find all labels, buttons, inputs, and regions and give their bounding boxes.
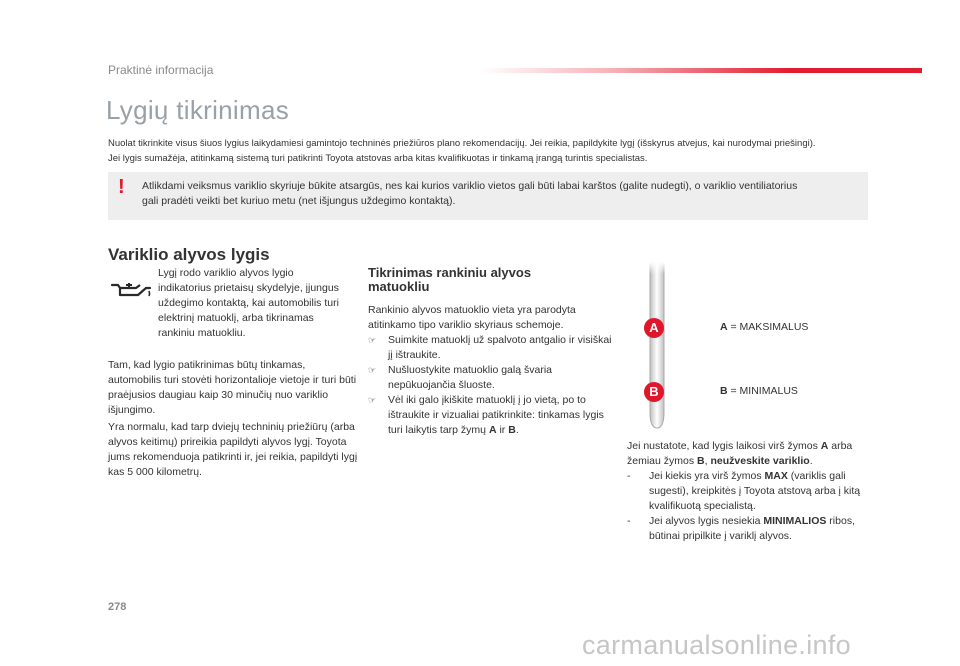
warning-text xyxy=(142,179,862,209)
header-accent-bar xyxy=(480,68,922,73)
manual-step: ☞ Vėl iki galo įkiškite matuoklį į jo vietą, po to ištraukite ir vizualiai patikrinkite: tinkamas lygis turi laikytis tarp žymų A ir B. xyxy=(368,394,604,436)
pointing-hand-icon: ☞ xyxy=(368,395,377,405)
page-number: 278 xyxy=(108,601,127,613)
pointing-hand-icon: ☞ xyxy=(368,365,377,375)
oil-can-icon xyxy=(110,278,152,305)
marker-a-badge: A xyxy=(644,318,664,338)
intro-text xyxy=(108,136,868,166)
page-title: Lygių tikrinimas xyxy=(106,95,290,125)
oil-paragraph-2: Yra normalu, kad tarp dviejų techninių priežiūrų (arba alyvos keitimų) prireikia papildyti alyvos lygį. Toyota jums rekomenduoja patikrinti ir, jei reikia, papildyti lygį kas 5 000 kilometrų. xyxy=(108,421,358,478)
result-item: - Jei alyvos lygis nesiekia MINIMALIOS ribos, būtinai pripilkite į variklį alyvos. xyxy=(627,515,855,542)
result-text xyxy=(627,439,877,544)
oil-paragraph-1: Tam, kad lygio patikrinimas būtų tinkamas, automobilis turi stovėti horizontalioje vietoje ir turi būti praėjusios daugiau kaip 30 minučių nuo variklio išjungimo. xyxy=(108,359,357,416)
manual-check-heading xyxy=(368,266,598,294)
pointing-hand-icon: ☞ xyxy=(368,335,377,345)
manual-heading-line-1: Tikrinimas rankiniu alyvos xyxy=(368,265,532,280)
intro-line-2: Jei lygis sumažėja, atitinkamą sistemą turi patikrinti Toyota atstovas arba kitas kvalifikuotas ir tinkamą įrangą turintis specialistas. xyxy=(108,153,648,164)
oil-indicator-text: Lygį rodo variklio alyvos lygio indikatorius prietaisų skydelyje, įjungus uždegimo kontaktą, kai automobilis turi elektrinį matuoklį, arba tikrinamas rankiniu matuokliu. xyxy=(158,267,339,339)
result-list xyxy=(627,469,877,544)
result-intro: Jei nustatote, kad lygis laikosi virš žymos A arba žemiau žymos B, neužveskite variklio. xyxy=(627,440,853,467)
label-max: A = MAKSIMALUS xyxy=(720,321,809,333)
section-label: Praktinė informacija xyxy=(108,63,214,77)
manual-intro: Rankinio alyvos matuoklio vieta yra parodyta atitinkamo tipo variklio skyriaus schemoje. xyxy=(368,304,576,331)
dipstick-illustration xyxy=(640,262,674,437)
result-item: - Jei kiekis yra virš žymos MAX (variklis gali sugesti), kreipkitės į Toyota atstovą arba į kitą kvalifikuotą specialistą. xyxy=(627,470,861,512)
watermark: carmanualsonline.info xyxy=(582,630,851,660)
manual-step: ☞ Nušluostykite matuoklio galą švaria nepūkuojančia šluoste. xyxy=(368,364,552,391)
manual-heading-line-2: matuokliu xyxy=(368,279,430,294)
manual-check-text xyxy=(368,303,618,438)
label-min: B = MINIMALUS xyxy=(720,385,798,397)
oil-level-heading: Variklio alyvos lygis xyxy=(108,245,270,264)
warning-line-2: gali pradėti veikti bet kuriuo metu (net išjungus uždegimo kontaktą). xyxy=(142,195,456,207)
manual-steps xyxy=(368,333,618,438)
warning-line-1: Atlikdami veiksmus variklio skyriuje būkite atsargūs, nes kai kurios variklio vietos gali būti labai karštos (galite nudegti), o variklio ventiliatorius xyxy=(142,180,798,192)
marker-b-badge: B xyxy=(644,382,664,402)
manual-step: ☞ Suimkite matuoklį už spalvoto antgalio ir visiškai jį ištraukite. xyxy=(368,334,612,361)
intro-line-1: Nuolat tikrinkite visus šiuos lygius laikydamiesi gamintojo techninės priežiūros plano rekomendacijų. Jei reikia, papildykite lygį (išskyrus atvejus, kai nurodymai priešingi). xyxy=(108,138,816,149)
exclamation-icon: ! xyxy=(118,176,125,198)
